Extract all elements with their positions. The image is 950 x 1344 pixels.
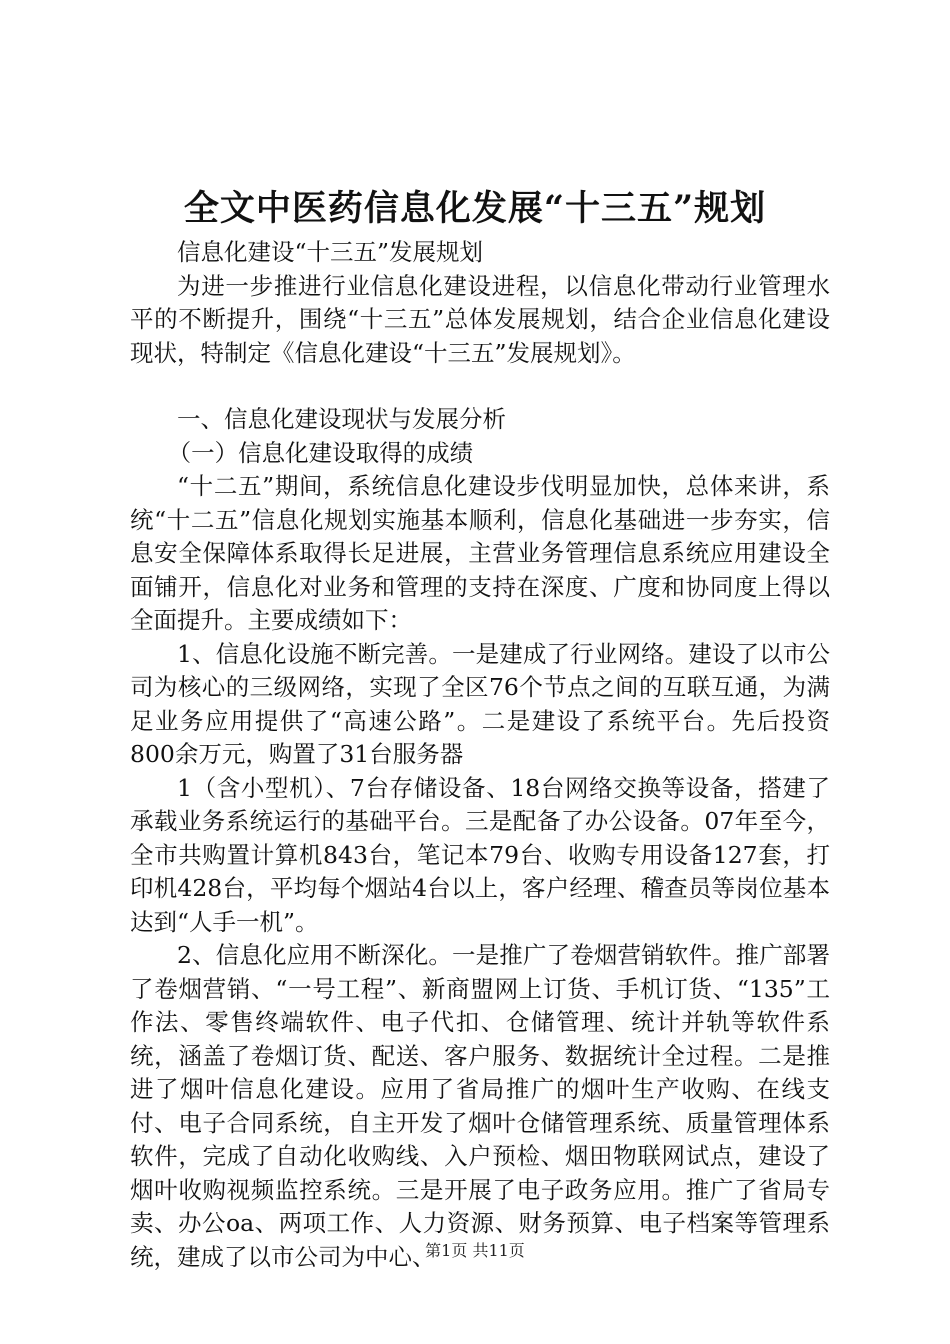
subtitle-paragraph: 信息化建设“十三五”发展规划 bbox=[177, 238, 484, 266]
body-paragraph: 1（含小型机）、7台存储设备、18台网络交换等设备，搭建了承载业务系统运行的基础平台。三是配备了办公设备。07年至今，全市共购置计算机843台，笔记本79台、收购专用设备127套，打印机428台，平均每个烟站4台以上，客户经理、稽查员等岗位基本达到“人手一机”。 bbox=[130, 773, 830, 936]
subsection-heading: （一）信息化建设取得的成绩 bbox=[167, 438, 474, 467]
section-heading: 一、信息化建设现状与发展分析 bbox=[177, 405, 506, 433]
intro-paragraph: 为进一步推进行业信息化建设进程，以信息化带动行业管理水平的不断提升，围绕“十三五”总体发展规划，结合企业信息化建设现状，特制定《信息化建设“十三五”发展规划》。 bbox=[130, 271, 830, 367]
body-paragraph: “十二五”期间，系统信息化建设步伐明显加快，总体来讲，系统“十二五”信息化规划实施基本顺利，信息化基础进一步夯实，信息安全保障体系取得长足进展，主营业务管理信息系统应用建设全面铺开，信息化对业务和管理的支持在深度、广度和协同度上得以全面提升。主要成绩如下： bbox=[130, 472, 830, 634]
body-paragraph: 2、信息化应用不断深化。一是推广了卷烟营销软件。推广部署了卷烟营销、“一号工程”、新商盟网上订货、手机订货、“135”工作法、零售终端软件、电子代扣、仓储管理、统计并轨等软件系统，涵盖了卷烟订货、配送、客户服务、数据统计全过程。二是推进了烟叶信息化建设。应用了省局推广的烟叶生产收购、在线支付、电子合同系统，自主开发了烟叶仓储管理系统、质量管理体系软件，完成了自动化收购线、入户预检、烟田物联网试点，建设了烟叶收购视频监控系统。三是开展了电子政务应用。推广了省局专卖、办公oa、两项工作、人力资源、财务预算、电子档案等管理系统，建成了以市公司为中心、 bbox=[130, 941, 830, 1271]
page-footer: 第1页 共11页 bbox=[425, 1241, 525, 1260]
document-body bbox=[130, 236, 830, 1274]
document-title: 全文中医药信息化发展“十三五”规划 bbox=[183, 188, 767, 229]
body-paragraph: 1、信息化设施不断完善。一是建成了行业网络。建设了以市公司为核心的三级网络，实现了全区76个节点之间的互联互通，为满足业务应用提供了“高速公路”。二是建设了系统平台。先后投资800余万元，购置了31台服务器 bbox=[130, 639, 830, 768]
